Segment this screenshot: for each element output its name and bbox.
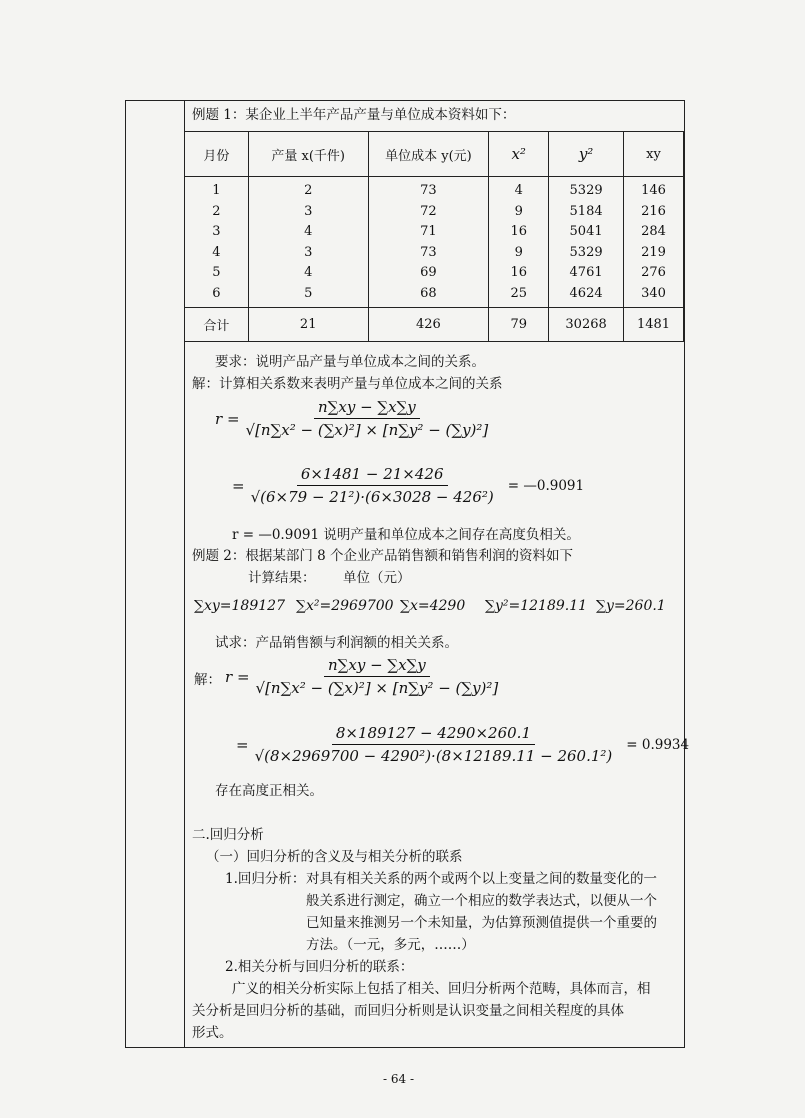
example2-result: = 0.9934: [626, 736, 690, 753]
example1-result: = —0.9091: [507, 477, 585, 494]
table-cell: 284: [641, 224, 666, 239]
table-cell: 6: [212, 285, 221, 301]
example1-calc-denominator: √(6×79 − 21²)·(6×3028 − 426²): [250, 488, 494, 506]
formula2-denominator: √[n∑x² − (∑x)²] × [n∑y² − (∑y)²]: [255, 679, 499, 697]
frame-right: [684, 100, 685, 1048]
table-cell: 4: [304, 224, 313, 239]
frame-top: [125, 100, 685, 101]
table-cell: 5329: [569, 183, 603, 198]
total-x-squared: 79: [489, 308, 549, 342]
frame-left-outer: [125, 100, 126, 1048]
formula-denominator: √[n∑x² − (∑x)²] × [n∑y² − (∑y)²]: [245, 421, 489, 439]
table-cell: 219: [641, 244, 666, 260]
item1-label: 1.回归分析：: [225, 871, 306, 887]
table-cell: 73: [420, 244, 437, 260]
col-unit-cost: [368, 177, 489, 308]
header-xy: xy: [624, 132, 684, 177]
table-cell: 9: [514, 203, 523, 219]
frame-bottom: [125, 1047, 685, 1048]
page-number: - 64 -: [383, 1072, 415, 1086]
example2-calc-denominator: √(8×2969700 − 4290²)·(8×12189.11 − 260.1²): [254, 747, 613, 765]
example1-solution: 解：计算相关系数来表明产量与单位成本之间的关系: [192, 376, 503, 392]
example2-calc-numerator: 8×189127 − 4290×260.1: [332, 724, 535, 745]
total-xy: 1481: [624, 308, 684, 342]
table-cell: 9: [514, 244, 523, 260]
section2-subheading: （一）回归分析的含义及与相关分析的联系: [206, 849, 463, 865]
table-cell: 16: [510, 265, 527, 280]
header-month: 月份: [185, 132, 249, 177]
table-cell: 16: [510, 224, 527, 239]
table-cell: 4624: [569, 285, 603, 301]
example1-title: 例题 1：某企业上半年产品产量与单位成本资料如下：: [192, 107, 516, 123]
table-body-row: [185, 177, 684, 308]
table-cell: 69: [420, 265, 437, 280]
table-cell: 3: [304, 244, 313, 260]
table-cell: 146: [641, 183, 666, 198]
table-cell: 340: [641, 285, 666, 301]
example1-conclusion: r = —0.9091 说明产量和单位成本之间存在高度负相关。: [232, 527, 580, 543]
total-output: 21: [248, 308, 368, 342]
table-cell: 4: [212, 244, 221, 260]
table-cell: 5: [304, 285, 313, 301]
col-month: [185, 177, 249, 308]
total-unit-cost: 426: [368, 308, 489, 342]
item1-line-3: 已知量来推测另一个未知量，为估算预测值提供一个重要的: [306, 915, 657, 931]
col-x-squared: [489, 177, 549, 308]
item1-line-1: 对具有相关关系的两个或两个以上变量之间的数量变化的一: [306, 871, 657, 887]
example2-conclusion: 存在高度正相关。: [215, 783, 323, 799]
example2-sum-x: ∑x=4290: [400, 598, 466, 614]
total-label: 合计: [185, 308, 249, 342]
formula-lhs: r =: [215, 409, 240, 428]
formula-numerator: n∑xy − ∑x∑y: [314, 398, 420, 419]
item1-line-2: 般关系进行测定，确立一个相应的数学表达式，以便从一个: [306, 893, 657, 909]
example1-calc-numerator: 6×1481 − 21×426: [297, 465, 448, 486]
example2-solution-label: 解：: [194, 672, 221, 688]
table-cell: 5329: [569, 244, 603, 260]
header-x-squared: x²: [489, 132, 549, 177]
table-cell: 1: [212, 183, 221, 198]
item1-line-4: 方法。（一元，多元，……）: [306, 937, 475, 953]
table-cell: 216: [641, 203, 666, 219]
example1-requirement: 要求：说明产品产量与单位成本之间的关系。: [215, 354, 485, 370]
example2-sum-y2: ∑y²=12189.11: [485, 598, 588, 614]
table-cell: 4: [304, 265, 313, 280]
total-y-squared: 30268: [549, 308, 624, 342]
table-cell: 25: [510, 285, 527, 301]
table-cell: 3: [212, 224, 221, 239]
formula2-numerator: n∑xy − ∑x∑y: [324, 656, 430, 677]
item2-line-3: 形式。: [192, 1025, 233, 1041]
example2-question: 试求：产品销售额与利润额的相关关系。: [215, 635, 458, 651]
table-cell: 4761: [569, 265, 603, 280]
item2-label: 2.相关分析与回归分析的联系：: [225, 959, 414, 975]
table-cell: 2: [212, 203, 221, 219]
col-output: [248, 177, 368, 308]
example2-sum-xy: ∑xy=189127: [194, 598, 285, 614]
example2-calc-label: 计算结果：: [248, 570, 316, 586]
example2-sum-y: ∑y=260.1: [596, 598, 666, 614]
table-cell: 2: [304, 183, 313, 198]
example2-sum-x2: ∑x²=2969700: [296, 598, 394, 614]
data-table: [184, 131, 684, 342]
table-cell: 276: [641, 265, 666, 280]
table-cell: 5184: [569, 203, 603, 219]
table-cell: 5041: [569, 224, 603, 239]
table-total-row: [185, 308, 684, 342]
section2-heading: 二.回归分析: [192, 827, 264, 843]
table-cell: 4: [514, 183, 523, 198]
header-output: 产量 x(千件): [248, 132, 368, 177]
correlation-formula-1: [215, 398, 488, 439]
correlation-formula-2: [225, 656, 498, 697]
example2-calculation: = $\frac{8\times 189127 - 4290\times 260.1}{\text{√(8×2969700 − 4290²)·(8×12189.11 − 260.1²)}}$ = 0.9934: [236, 724, 690, 765]
formula2-lhs: r =: [225, 667, 250, 686]
col-xy: [624, 177, 684, 308]
table-cell: 72: [420, 203, 437, 219]
table-cell: 3: [304, 203, 313, 219]
header-unit-cost: 单位成本 y(元): [368, 132, 489, 177]
table-cell: 73: [420, 183, 437, 198]
example1-calculation: = $\frac{6\times 1481 - 21\times 426}{\text{√(6×79 − 21²)·(6×3028 − 426²)}}$ = —0.9091: [232, 465, 585, 506]
table-header-row: [185, 132, 684, 177]
item2-line-1: 广义的相关分析实际上包括了相关、回归分析两个范畴，具体而言，相: [232, 981, 651, 997]
table-cell: 68: [420, 285, 437, 301]
table-cell: 71: [420, 224, 437, 239]
col-y-squared: [549, 177, 624, 308]
table-cell: 5: [212, 265, 221, 280]
example2-title: 例题 2：根据某部门 8 个企业产品销售额和销售利润的资料如下: [192, 548, 574, 564]
header-y-squared: y²: [549, 132, 624, 177]
item2-line-2: 关分析是回归分析的基础，而回归分析则是认识变量之间相关程度的具体: [192, 1003, 624, 1019]
example2-unit: 单位（元）: [343, 570, 411, 586]
